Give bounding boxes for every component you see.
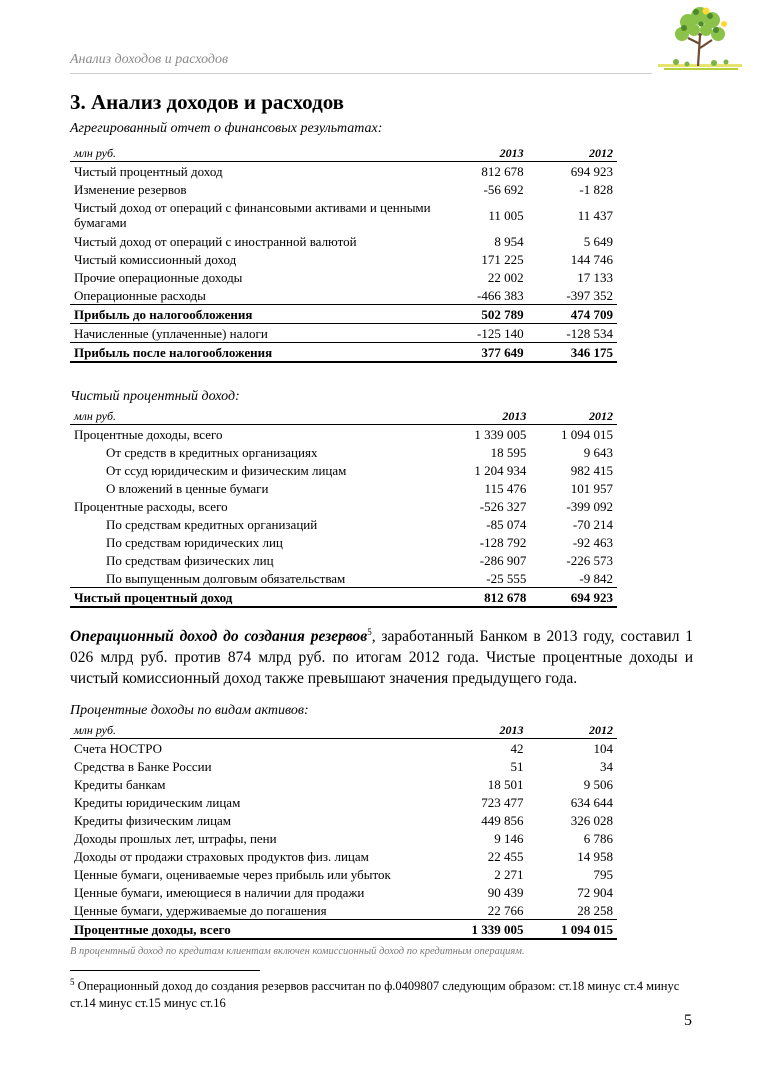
value-2013: -85 074 xyxy=(486,516,527,532)
col-2013-header: 2013 xyxy=(454,408,530,425)
col-2013-header: 2013 xyxy=(450,722,528,739)
row-label: О вложений в ценные бумаги xyxy=(106,480,269,496)
table-note: В процентный доход по кредитам клиентам включен комиссионный доход по кредитным операциям. xyxy=(70,946,525,957)
value-2012: -226 573 xyxy=(566,552,613,568)
unit-label: млн руб. xyxy=(70,145,450,162)
value-2013: 812 678 xyxy=(481,163,524,179)
row-label: Процентные доходы, всего xyxy=(74,426,223,442)
unit-label: млн руб. xyxy=(70,408,454,425)
row-label: Начисленные (уплаченные) налоги xyxy=(74,325,268,341)
value-2012: -9 842 xyxy=(579,570,613,586)
row-label: Процентные доходы, всего xyxy=(70,920,450,940)
row-label: Прибыль после налогообложения xyxy=(70,343,450,363)
value-2013: 90 439 xyxy=(487,884,524,900)
table-row xyxy=(70,569,617,588)
row-label: По средствам юридических лиц xyxy=(106,534,283,550)
table-row xyxy=(70,425,617,444)
row-label: Доходы прошлых лет, штрафы, пени xyxy=(74,830,277,846)
value-2013: 42 xyxy=(510,740,524,756)
net-interest-income-table xyxy=(70,408,617,608)
value-2012: 694 923 xyxy=(570,163,613,179)
value-2012: 17 133 xyxy=(577,269,613,285)
col-2012-header: 2012 xyxy=(528,145,617,162)
row-label: Ценные бумаги, удерживаемые до погашения xyxy=(74,902,327,918)
row-label: Кредиты физическим лицам xyxy=(74,812,232,828)
value-2012: 11 437 xyxy=(577,207,613,223)
value-2012: 982 415 xyxy=(570,462,613,478)
col-2012-header: 2012 xyxy=(528,722,618,739)
value-2013: 22 002 xyxy=(487,269,524,285)
table-row xyxy=(70,497,617,515)
row-label: От средств в кредитных организациях xyxy=(106,444,318,460)
row-label: Кредиты банкам xyxy=(74,776,166,792)
value-2013: 2 271 xyxy=(494,866,524,882)
value-2013: 1 339 005 xyxy=(450,920,528,940)
value-2012: 144 746 xyxy=(570,251,613,267)
running-header: Анализ доходов и расходов xyxy=(70,52,229,67)
table-caption: Чистый процентный доход: xyxy=(70,389,240,404)
value-2013: 11 005 xyxy=(488,207,524,223)
table-row xyxy=(70,739,617,758)
value-2013: 22 455 xyxy=(487,848,524,864)
value-2013: 377 649 xyxy=(450,343,528,363)
table-caption: Агрегированный отчет о финансовых результатах: xyxy=(70,121,383,136)
footnote xyxy=(70,978,692,1012)
value-2013: 171 225 xyxy=(481,251,524,267)
value-2013: -466 383 xyxy=(477,287,524,303)
row-label: Чистый процентный доход xyxy=(74,163,223,179)
value-2012: -1 828 xyxy=(579,181,613,197)
value-2013: 1 339 005 xyxy=(474,426,527,442)
table-row xyxy=(70,775,617,793)
row-label: Средства в Банке России xyxy=(74,758,212,774)
header-divider xyxy=(70,73,652,74)
footnote-divider xyxy=(70,970,260,971)
interest-income-by-asset-table xyxy=(70,722,617,940)
value-2012: 634 644 xyxy=(570,794,613,810)
row-label: Чистый доход от операций с финансовыми активами и ценными бумагами xyxy=(74,200,431,230)
value-2012: 9 643 xyxy=(583,444,613,460)
footnote-ref: 5 xyxy=(367,626,372,637)
row-label: Процентные расходы, всего xyxy=(74,498,228,514)
col-2013-header: 2013 xyxy=(450,145,528,162)
total-row xyxy=(70,588,617,608)
value-2012: 101 957 xyxy=(570,480,613,496)
row-label: Прибыль до налогообложения xyxy=(70,305,450,324)
row-label: Счета НОСТРО xyxy=(74,740,162,756)
value-2012: -397 352 xyxy=(566,287,613,303)
row-label: Чистый доход от операций с иностранной валютой xyxy=(74,233,357,249)
table-row xyxy=(70,286,617,305)
value-2013: 449 856 xyxy=(481,812,524,828)
financial-results-table xyxy=(70,145,617,363)
table-row xyxy=(70,551,617,569)
row-label: Изменение резервов xyxy=(74,181,187,197)
footnote-text: Операционный доход до создания резервов рассчитан по ф.0409807 следующим образом: ст.18 минус ст.4 минус ст.14 минус ст.15 минус ст.16 xyxy=(70,979,680,1010)
value-2013: 1 204 934 xyxy=(474,462,527,478)
value-2012: 795 xyxy=(593,866,613,882)
value-2012: 28 258 xyxy=(577,902,613,918)
value-2013: 22 766 xyxy=(487,902,524,918)
table-row xyxy=(70,883,617,901)
value-2012: 694 923 xyxy=(530,588,617,608)
value-2012: 6 786 xyxy=(583,830,613,846)
section-title: 3. Анализ доходов и расходов xyxy=(70,90,345,114)
row-label: Кредиты юридическим лицам xyxy=(74,794,241,810)
table-row xyxy=(70,901,617,920)
unit-label: млн руб. xyxy=(70,722,450,739)
page-number: 5 xyxy=(684,1012,692,1029)
row-label: По средствам физических лиц xyxy=(106,552,274,568)
value-2012: 5 649 xyxy=(583,233,613,249)
value-2012: -70 214 xyxy=(572,516,613,532)
table-row xyxy=(70,198,617,232)
table-row xyxy=(70,515,617,533)
table-row xyxy=(70,268,617,286)
row-label: Чистый процентный доход xyxy=(70,588,454,608)
value-2012: -128 534 xyxy=(566,325,613,341)
value-2012: 346 175 xyxy=(528,343,617,363)
value-2012: 14 958 xyxy=(577,848,613,864)
row-label: По средствам кредитных организаций xyxy=(106,516,318,532)
total-row xyxy=(70,305,617,324)
value-2012: -399 092 xyxy=(566,498,613,514)
table-header-row xyxy=(70,722,617,739)
table-row xyxy=(70,443,617,461)
row-label: От ссуд юридическим и физическим лицам xyxy=(106,462,347,478)
table-row xyxy=(70,793,617,811)
value-2013: 51 xyxy=(510,758,524,774)
table-row xyxy=(70,479,617,497)
value-2013: 18 501 xyxy=(487,776,524,792)
value-2012: 104 xyxy=(593,740,613,756)
value-2012: 34 xyxy=(600,758,613,774)
footnote-number: 5 xyxy=(70,976,75,987)
value-2013: -128 792 xyxy=(479,534,527,550)
table-header-row xyxy=(70,145,617,162)
value-2013: -25 555 xyxy=(486,570,527,586)
value-2013: -526 327 xyxy=(479,498,527,514)
table-row xyxy=(70,829,617,847)
row-label: Доходы от продажи страховых продуктов физ. лицам xyxy=(74,848,369,864)
table-row xyxy=(70,811,617,829)
table-row xyxy=(70,162,617,181)
table-row xyxy=(70,865,617,883)
value-2012: 9 506 xyxy=(583,776,613,792)
row-label: По выпущенным долговым обязательствам xyxy=(106,570,346,586)
value-2012: -92 463 xyxy=(572,534,613,550)
value-2013: -286 907 xyxy=(479,552,527,568)
value-2012: 1 094 015 xyxy=(561,426,613,442)
table-row xyxy=(70,461,617,479)
value-2013: 18 595 xyxy=(490,444,527,460)
value-2013: 723 477 xyxy=(481,794,524,810)
table-row xyxy=(70,847,617,865)
body-paragraph xyxy=(70,626,693,689)
row-label: Чистый комиссионный доход xyxy=(74,251,237,267)
total-row xyxy=(70,920,617,940)
value-2012: 474 709 xyxy=(528,305,617,324)
value-2012: 1 094 015 xyxy=(528,920,618,940)
row-label: Прочие операционные доходы xyxy=(74,269,243,285)
paragraph-text: , заработанный Банком в 2013 году, составил 1 026 млрд руб. против 874 млрд руб. по итогам 2012 года. Чистые процентные доходы и чистый комиссионный доход также превышают значения предыдущего года. xyxy=(70,628,693,687)
table-row xyxy=(70,757,617,775)
table-caption: Процентные доходы по видам активов: xyxy=(70,703,309,718)
row-label: Операционные расходы xyxy=(74,287,206,303)
total-row xyxy=(70,343,617,363)
table-row xyxy=(70,324,617,343)
table-row xyxy=(70,180,617,198)
tree-logo-icon xyxy=(654,2,746,78)
table-header-row xyxy=(70,408,617,425)
row-label: Ценные бумаги, имеющиеся в наличии для продажи xyxy=(74,884,365,900)
value-2013: 812 678 xyxy=(454,588,530,608)
value-2013: 9 146 xyxy=(494,830,524,846)
value-2012: 72 904 xyxy=(577,884,613,900)
table-row xyxy=(70,232,617,250)
col-2012-header: 2012 xyxy=(530,408,617,425)
paragraph-lead: Операционный доход до создания резервов xyxy=(70,628,368,645)
table-row xyxy=(70,250,617,268)
value-2013: 115 476 xyxy=(484,480,527,496)
value-2013: 8 954 xyxy=(494,233,524,249)
value-2013: -125 140 xyxy=(477,325,524,341)
value-2013: 502 789 xyxy=(450,305,528,324)
table-row xyxy=(70,533,617,551)
value-2012: 326 028 xyxy=(570,812,613,828)
row-label: Ценные бумаги, оцениваемые через прибыль или убыток xyxy=(74,866,391,882)
value-2013: -56 692 xyxy=(483,181,524,197)
